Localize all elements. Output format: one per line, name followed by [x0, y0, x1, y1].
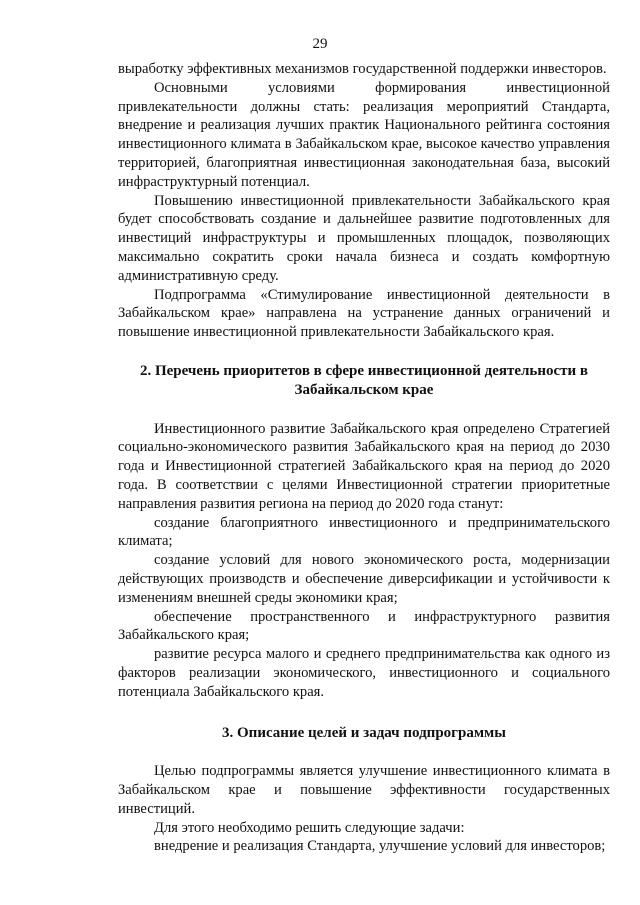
paragraph: Инвестиционного развитие Забайкальского края определено Стратегией социально-экономического развития Забайкальского края на период до 2030 года и Инвестиционной стратегией Забайкальского края на период до 2020 года. В соответствии с целями Инвестиционной стратегии приоритетные направления развития региона на период до 2020 года станут: — [118, 420, 610, 512]
paragraph: выработку эффективных механизмов государственной поддержки инвесторов. — [118, 61, 607, 77]
page-number: 29 — [312, 36, 328, 52]
paragraph: Для этого необходимо решить следующие задачи: — [154, 819, 465, 836]
list-item: развитие ресурса малого и среднего предпринимательства как одного из факторов реализации экономического, инвестиционного и социального потенциала Забайкальского края. — [118, 646, 610, 700]
paragraph: Основными условиями формирования инвестиционной привлекательности должны стать: реализация мероприятий Стандарта, внедрение и реализация лучших практик Национального рейтинга состояния инвестиционного климата в Забайкальском крае, высокое качество управления территорией, благоприятная инвестиционная законодательная база, высокий инфраструктурный потенциал. — [118, 79, 610, 190]
paragraph: Подпрограмма «Стимулирование инвестиционной деятельности в Забайкальском крае» направлена на устранение данных ограничений и повышение инвестиционной привлекательности Забайкальского края. — [118, 286, 610, 341]
section-heading: 3. Описание целей и задач подпрограммы — [222, 724, 506, 741]
list-item: внедрение и реализация Стандарта, улучшение условий для инвесторов; — [154, 838, 606, 855]
paragraph: Целью подпрограммы является улучшение инвестиционного климата в Забайкальском крае и повышение эффективности государственных инвестиций. — [118, 763, 610, 817]
list-item: создание благоприятного инвестиционного и предпринимательского климата; — [118, 514, 610, 550]
paragraph: Повышению инвестиционной привлекательности Забайкальского края будет способствовать создание и дальнейшее развитие подготовленных для инвестиций инфраструктуры и промышленных площадок, позволяющих максимально сократить сроки начала бизнеса и создать комфортную административную среду. — [118, 192, 610, 284]
document-body — [118, 60, 610, 856]
list-item: обеспечение пространственного и инфраструктурного развития Забайкальского края; — [118, 608, 610, 644]
list-item: создание условий для нового экономического роста, модернизации действующих производств и обеспечение диверсификации и устойчивости к изменениям внешней среды экономики края; — [118, 552, 610, 606]
section-heading: 2. Перечень приоритетов в сфере инвестиционной деятельности в Забайкальском крае — [139, 362, 589, 398]
